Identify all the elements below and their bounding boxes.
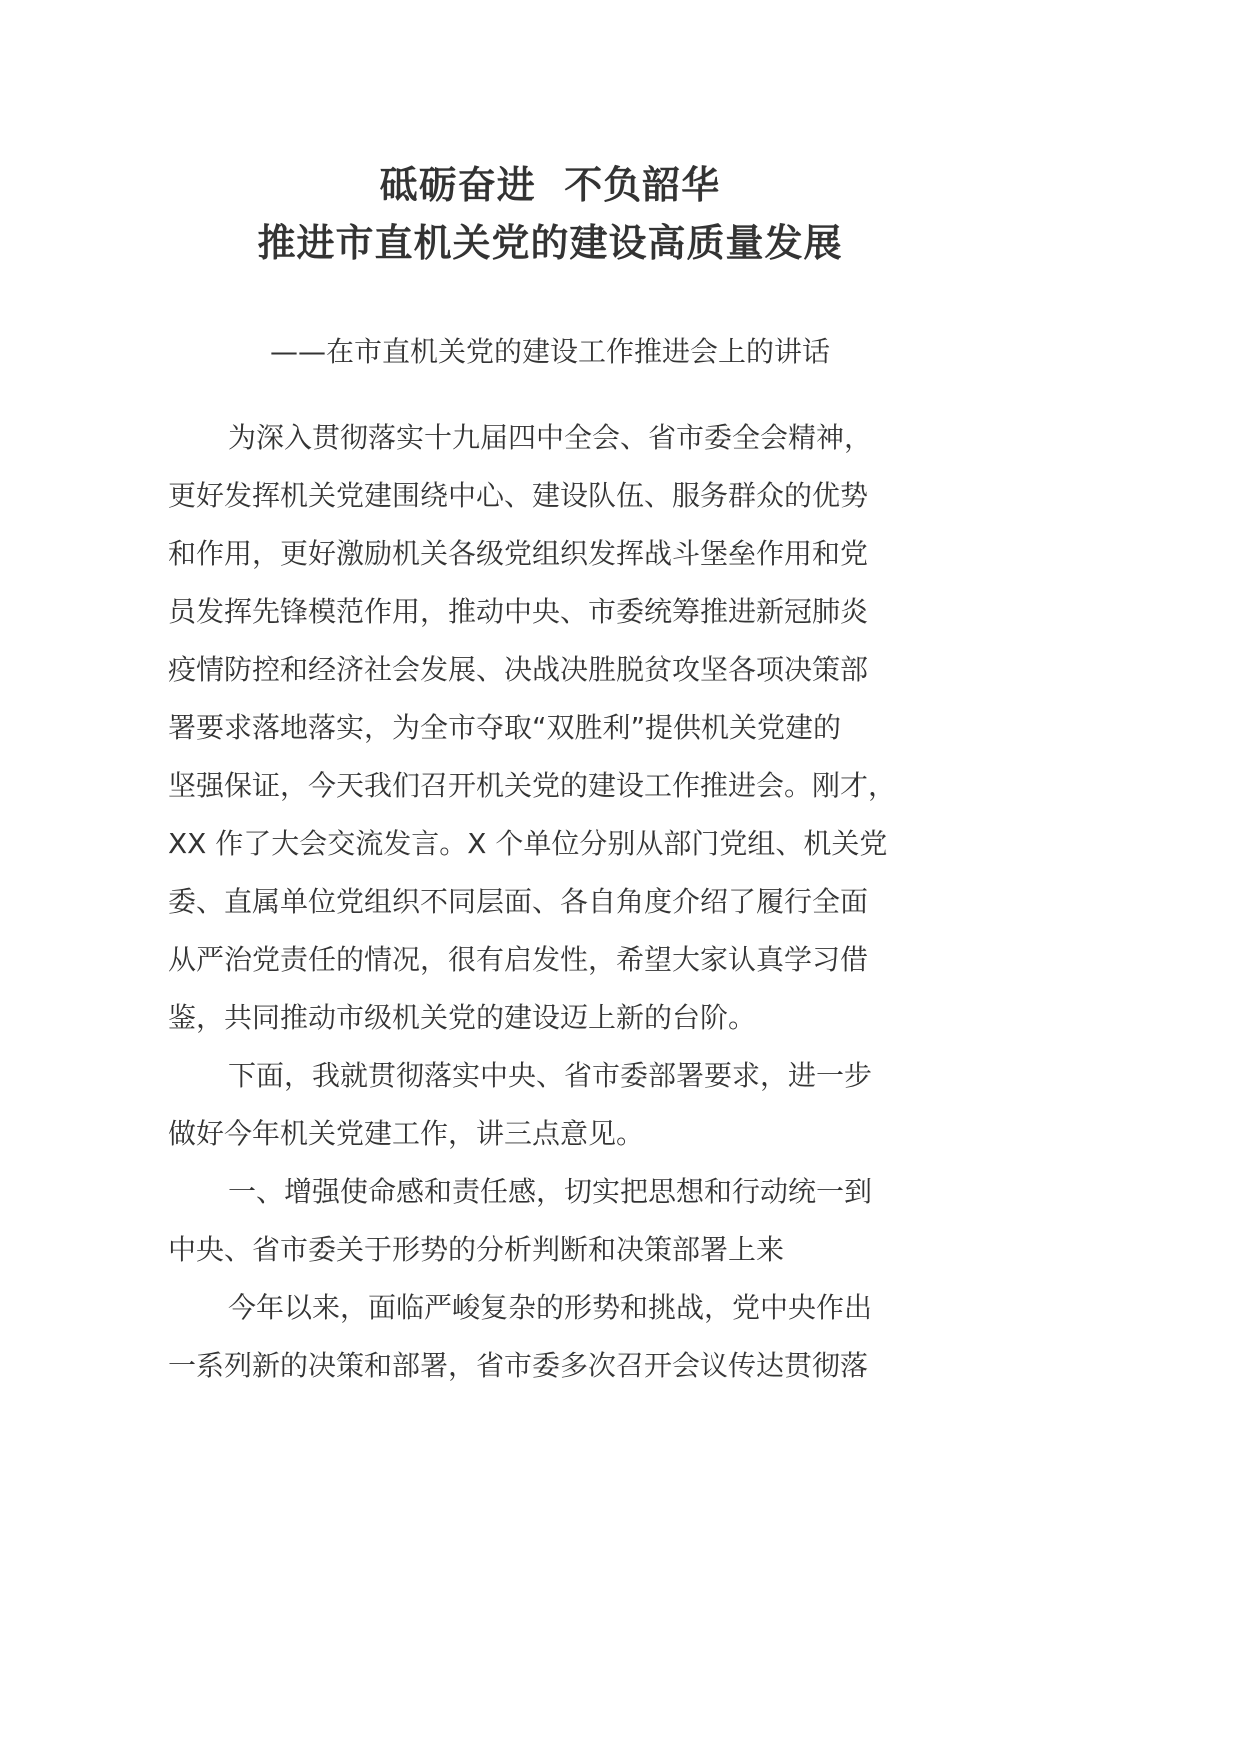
- paragraph-line: 坚强保证，今天我们召开机关党的建设工作推进会。刚才，: [168, 769, 897, 802]
- paragraph-line: 从严治党责任的情况，很有启发性，希望大家认真学习借: [168, 943, 869, 976]
- paragraph-line: 下面，我就贯彻落实中央、省市委部署要求，进一步: [228, 1059, 873, 1092]
- document-body: [168, 412, 928, 1398]
- paragraph: [168, 1050, 928, 1166]
- paragraph-line: 委、直属单位党组织不同层面、各自角度介绍了履行全面: [168, 885, 869, 918]
- document-subtitle: ——在市直机关党的建设工作推进会上的讲话: [269, 335, 830, 368]
- paragraph-line: 鉴，共同推动市级机关党的建设迈上新的台阶。: [168, 1001, 757, 1034]
- paragraph-line: 员发挥先锋模范作用，推动中央、市委统筹推进新冠肺炎: [168, 595, 869, 628]
- document-title-line-1: 砥砺奋进 不负韶华: [379, 163, 721, 207]
- paragraph-line: 一、增强使命感和责任感，切实把思想和行动统一到: [228, 1175, 873, 1208]
- paragraph-line: 更好发挥机关党建围绕中心、建设队伍、服务群众的优势: [168, 479, 869, 512]
- paragraph-line: 署要求落地落实，为全市夺取“双胜利”提供机关党建的: [168, 711, 842, 744]
- paragraph-line: 和作用，更好激励机关各级党组织发挥战斗堡垒作用和党: [168, 537, 869, 570]
- paragraph: [168, 1282, 928, 1398]
- paragraph-line: 为深入贯彻落实十九届四中全会、省市委全会精神，: [228, 421, 873, 454]
- paragraph-line: XX 作了大会交流发言。X 个单位分别从部门党组、机关党: [168, 827, 888, 860]
- document-title-line-2: 推进市直机关党的建设高质量发展: [257, 221, 843, 265]
- paragraph-line: 疫情防控和经济社会发展、决战决胜脱贫攻坚各项决策部: [168, 653, 869, 686]
- paragraph: [168, 412, 928, 1050]
- paragraph-line: 一系列新的决策和部署，省市委多次召开会议传达贯彻落: [168, 1349, 869, 1382]
- paragraph: [168, 1166, 928, 1282]
- paragraph-line: 今年以来，面临严峻复杂的形势和挑战，党中央作出: [228, 1291, 873, 1324]
- paragraph-line: 中央、省市委关于形势的分析判断和决策部署上来: [168, 1233, 785, 1266]
- paragraph-line: 做好今年机关党建工作，讲三点意见。: [168, 1117, 645, 1150]
